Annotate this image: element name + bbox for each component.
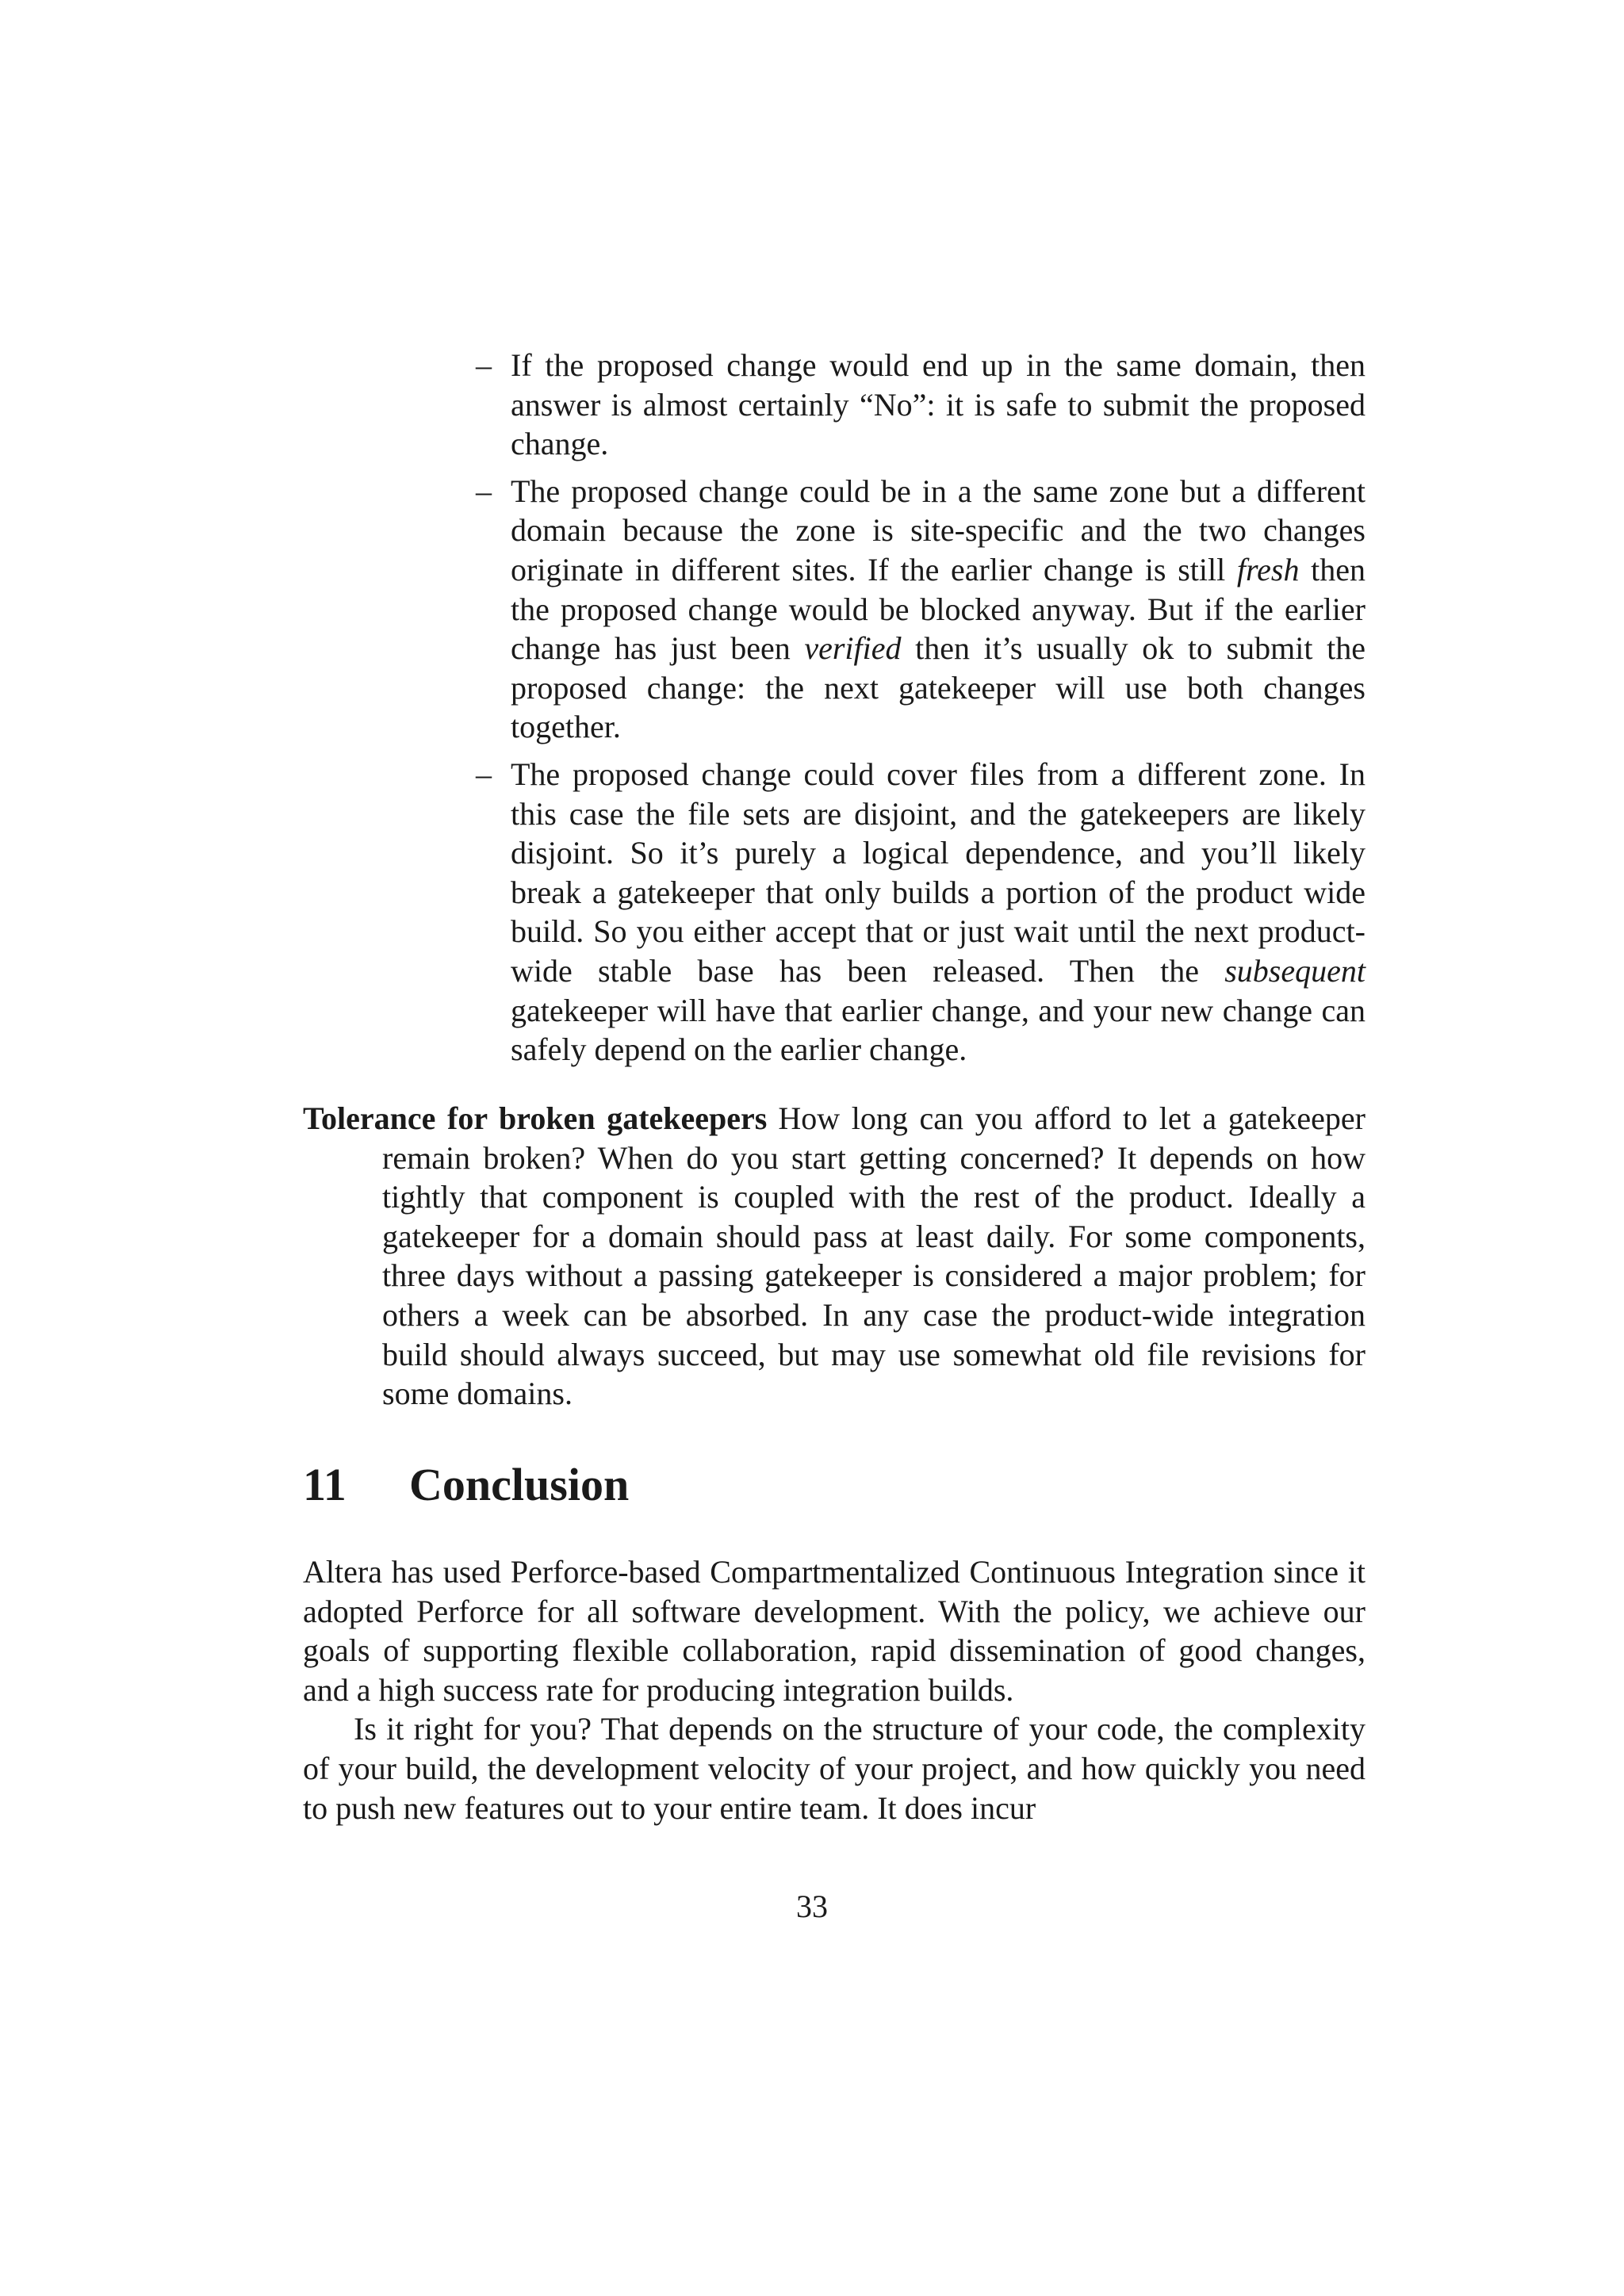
- list-item-text: The proposed change could cover files from a different zone. In this case the file sets are disjoint, and the gatekeepers are likely disjoint. So it’s purely a logical dependence, and you’ll likely break a gatekeeper that only builds a portion of the product wide build. So you either accept that or just wait until the next product-wide stable base has been released. Then the: [511, 756, 1365, 989]
- paragraph: Altera has used Perforce-based Compartmentalized Continuous Integration since it adopted Perforce for all software development. With the policy, we achieve our goals of supporting flexible collaboration, rapid dissemination of good changes, and a high success rate for producing integration builds.: [303, 1554, 1365, 1708]
- list-item: [476, 472, 1365, 747]
- list-item-text: If the proposed change would end up in the same domain, then answer is almost certainly “No”: it is safe to submit the proposed change.: [511, 347, 1365, 462]
- section-heading: [303, 1457, 629, 1513]
- dash-marker: –: [476, 756, 492, 792]
- section-number: 11: [303, 1459, 347, 1510]
- list-item-text: then it’s usually ok to submit the proposed change: the next gatekeeper will use both changes together.: [511, 630, 1365, 745]
- paragraph: Is it right for you? That depends on the structure of your code, the complexity of your build, the development velocity of your project, and how quickly you need to push new features out to your entire team. It does incur: [303, 1711, 1365, 1826]
- dash-marker: –: [476, 347, 492, 383]
- conclusion-body: [303, 1552, 1365, 1827]
- description-body: How long can you afford to let a gatekeeper remain broken? When do you start getting concerned? It depends on how tightly that component is coupled with the rest of the product. Ideally a gatekeeper for a domain should pass at least daily. For some components, three days without a passing gatekeeper is considered a major problem; for others a week can be absorbed. In any case the product-wide integration build should always succeed, but may use somewhat old file revisions for some domains.: [382, 1100, 1366, 1412]
- emphasis-verified: verified: [804, 630, 902, 667]
- emphasis-subsequent: subsequent: [1224, 952, 1365, 989]
- list-item-text: then the proposed change would be blocked anyway. But if the earlier change has just been: [511, 551, 1365, 667]
- dash-marker: –: [476, 473, 492, 509]
- list-item: [476, 346, 1365, 464]
- section-title: Conclusion: [409, 1459, 630, 1510]
- list-item: [476, 755, 1365, 1070]
- description-term: Tolerance for broken gatekeepers: [303, 1100, 768, 1136]
- description-paragraph: [303, 1099, 1365, 1414]
- list-item-text: gatekeeper will have that earlier change, and your new change can safely depend on the earlier change.: [511, 992, 1365, 1068]
- list-item-text: The proposed change could be in a the same zone but a different domain because the zone is site-specific and the two changes originate in different sites. If the earlier change is still: [511, 473, 1365, 587]
- description-item-tolerance: [303, 1099, 1365, 1414]
- emphasis-fresh: fresh: [1236, 551, 1300, 587]
- page-number: 33: [796, 1888, 828, 1924]
- dash-list: [476, 346, 1365, 1077]
